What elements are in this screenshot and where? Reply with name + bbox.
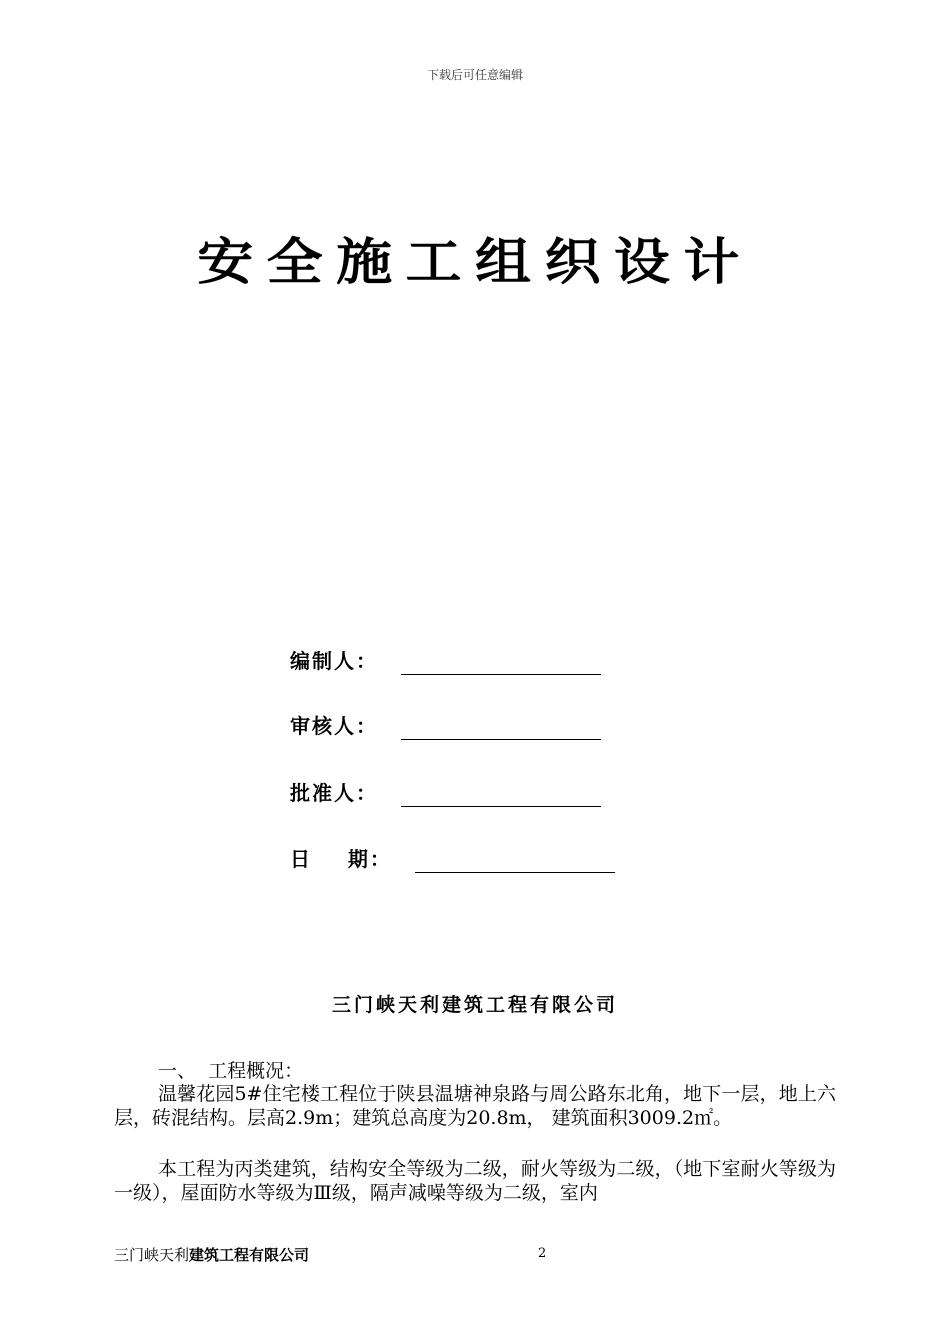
signature-line: [401, 806, 601, 807]
footer-company-bold: 建筑工程有限公司: [189, 1246, 310, 1264]
signature-line: [415, 872, 615, 873]
header-note: 下载后可任意编辑: [426, 68, 523, 82]
signature-label: 批准人：: [290, 781, 378, 805]
company-name: 三门峡天利建筑工程有限公司: [331, 994, 618, 1016]
section-heading: 一、 工程概况：: [158, 1060, 304, 1082]
signature-label: 日 期：: [290, 847, 392, 871]
signature-line: [401, 739, 601, 740]
paragraph: 温馨花园5#住宅楼工程位于陕县温塘神泉路与周公路东北角，地下一层，地上六层，砖混结构。层高2.9m；建筑总高度为20.8m， 建筑面积3009.2㎡。: [114, 1083, 836, 1129]
footer-company: [114, 1244, 309, 1265]
paragraph: 本工程为丙类建筑，结构安全等级为二级，耐火等级为二级，（地下室耐火等级为一级），屋面防水等级为Ⅲ级，隔声减噪等级为二级，室内: [114, 1158, 836, 1204]
page-number: 2: [538, 1246, 547, 1261]
document-title: 安全施工组织设计: [197, 233, 753, 291]
footer-company-plain: 三门峡天利: [114, 1246, 190, 1264]
signature-label: 编制人：: [290, 649, 378, 673]
signature-line: [401, 674, 601, 675]
signature-label: 审核人：: [290, 714, 378, 738]
